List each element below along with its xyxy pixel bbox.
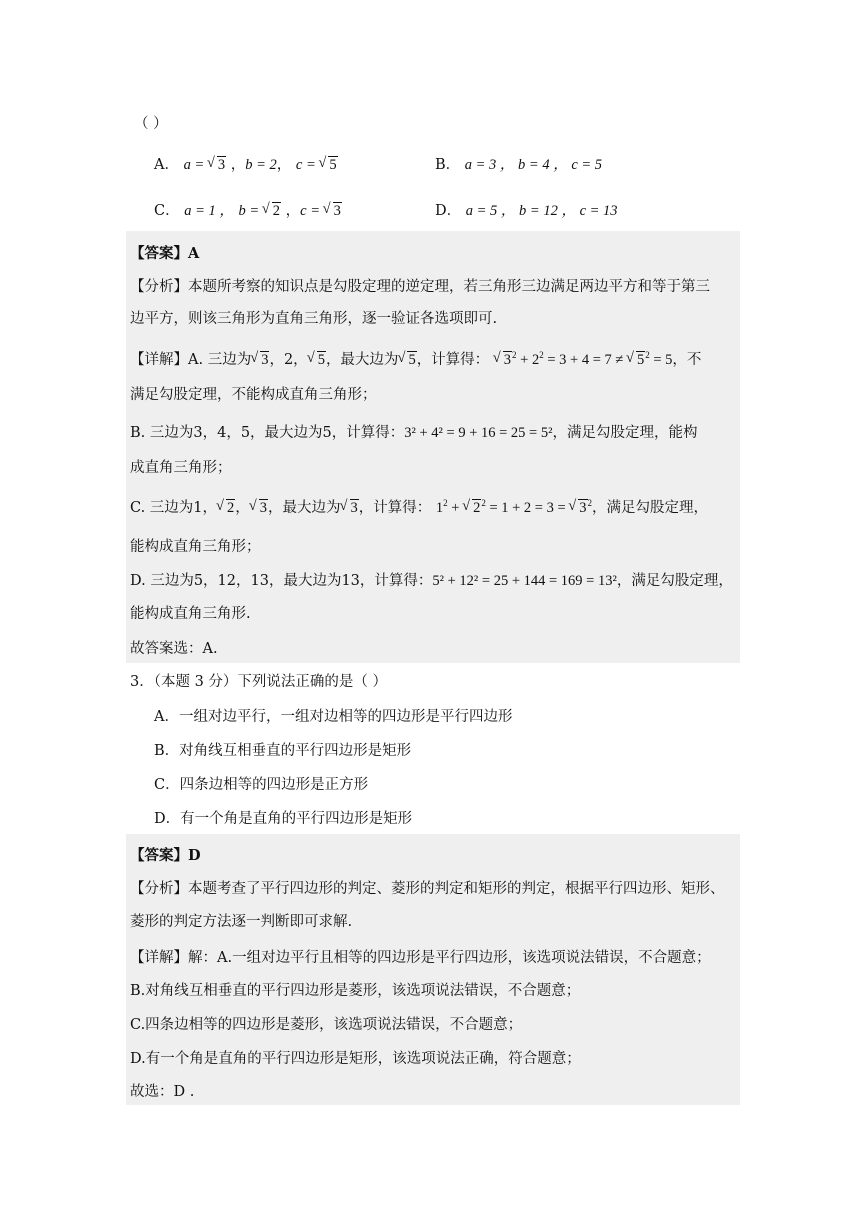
q2-paren: （ ） xyxy=(134,116,168,132)
q2-detail-a-2: 满足勾股定理，不能构成直角三角形； xyxy=(130,387,377,403)
q3-option-d: D．有一个角是直角的平行四边形是矩形 xyxy=(154,811,413,827)
q3-answer: 【答案】D xyxy=(130,847,201,864)
q3-detail-2: B.对角线互相垂直的平行四边形是菱形，该选项说法错误，不合题意； xyxy=(130,983,581,999)
q3-option-b: B．对角线互相垂直的平行四边形是矩形 xyxy=(154,743,412,759)
q3-final: 故选：D . xyxy=(130,1084,195,1100)
q3-question: 3．（本题 3 分）下列说法正确的是（ ） xyxy=(130,674,388,690)
q3-option-a: A．一组对边平行，一组对边相等的四边形是平行四边形 xyxy=(154,709,513,725)
q2-analysis-2: 边平方，则该三角形为直角三角形，逐一验证各选项即可. xyxy=(130,311,498,327)
q2-detail-b-2: 成直角三角形； xyxy=(130,460,232,476)
q3-option-c: C．四条边相等的四边形是正方形 xyxy=(154,777,369,793)
q3-analysis-1: 【分析】本题考查了平行四边形的判定、菱形的判定和矩形的判定，根据平行四边形、矩形、 xyxy=(130,881,725,897)
q2-option-b: B． a = 3 ， b = 4 ， c = 5 xyxy=(435,157,603,173)
q2-final: 故答案选：A. xyxy=(130,641,218,657)
q2-answer: 【答案】A xyxy=(130,245,200,262)
q2-detail-c-2: 能构成直角三角形； xyxy=(130,539,261,555)
q3-detail-4: D.有一个角是直角的平行四边形是矩形，该选项说法正确，符合题意； xyxy=(130,1051,581,1067)
q2-option-c: C． a = 1 ， b = √ 2 ，c = √ 3 xyxy=(154,199,342,220)
q2-detail-b-1: B. 三边为3，4，5，最大边为5，计算得：3² + 4² = 9 + 16 = 25 = 5²，满足勾股定理，能构 xyxy=(130,425,698,441)
q2-analysis-1: 【分析】本题所考察的知识点是勾股定理的逆定理，若三角形三边满足两边平方和等于第三 xyxy=(130,279,710,295)
q2-detail-a-1: 【详解】A. 三边为√ 3，2，√ 5，最大边为√ 5，计算得： √ $3^2 + 2^2 = 3 + 4 = 7$ ≠ √ $5^2 = 5$，不 xyxy=(130,348,701,369)
q2-detail-d-1: D. 三边为5，12，13，最大边为13，计算得：5² + 12² = 25 + 144 = 169 = 13²，满足勾股定理， xyxy=(130,573,733,589)
q2-option-a: A． a = √ 3 ，b = 2， c = √ 5 xyxy=(154,153,338,174)
q3-analysis-2: 菱形的判定方法逐一判断即可求解. xyxy=(130,914,353,930)
q3-detail-3: C.四条边相等的四边形是菱形，该选项说法错误，不合题意； xyxy=(130,1017,523,1033)
q2-detail-d-2: 能构成直角三角形. xyxy=(130,606,251,622)
q2-option-d: D． a = 5 ， b = 12 ， c = 13 xyxy=(435,203,618,219)
q2-detail-c-1: C. 三边为1，√ 2，√ 3，最大边为√ 3，计算得： $1^2$ + √ $2^2 = 1 + 2 = 3$ = √ $3^2$，满足勾股定理， xyxy=(130,496,708,517)
q3-detail-1: 【详解】解：A.一组对边平行且相等的四边形是平行四边形，该选项说法错误，不合题意； xyxy=(130,950,711,966)
